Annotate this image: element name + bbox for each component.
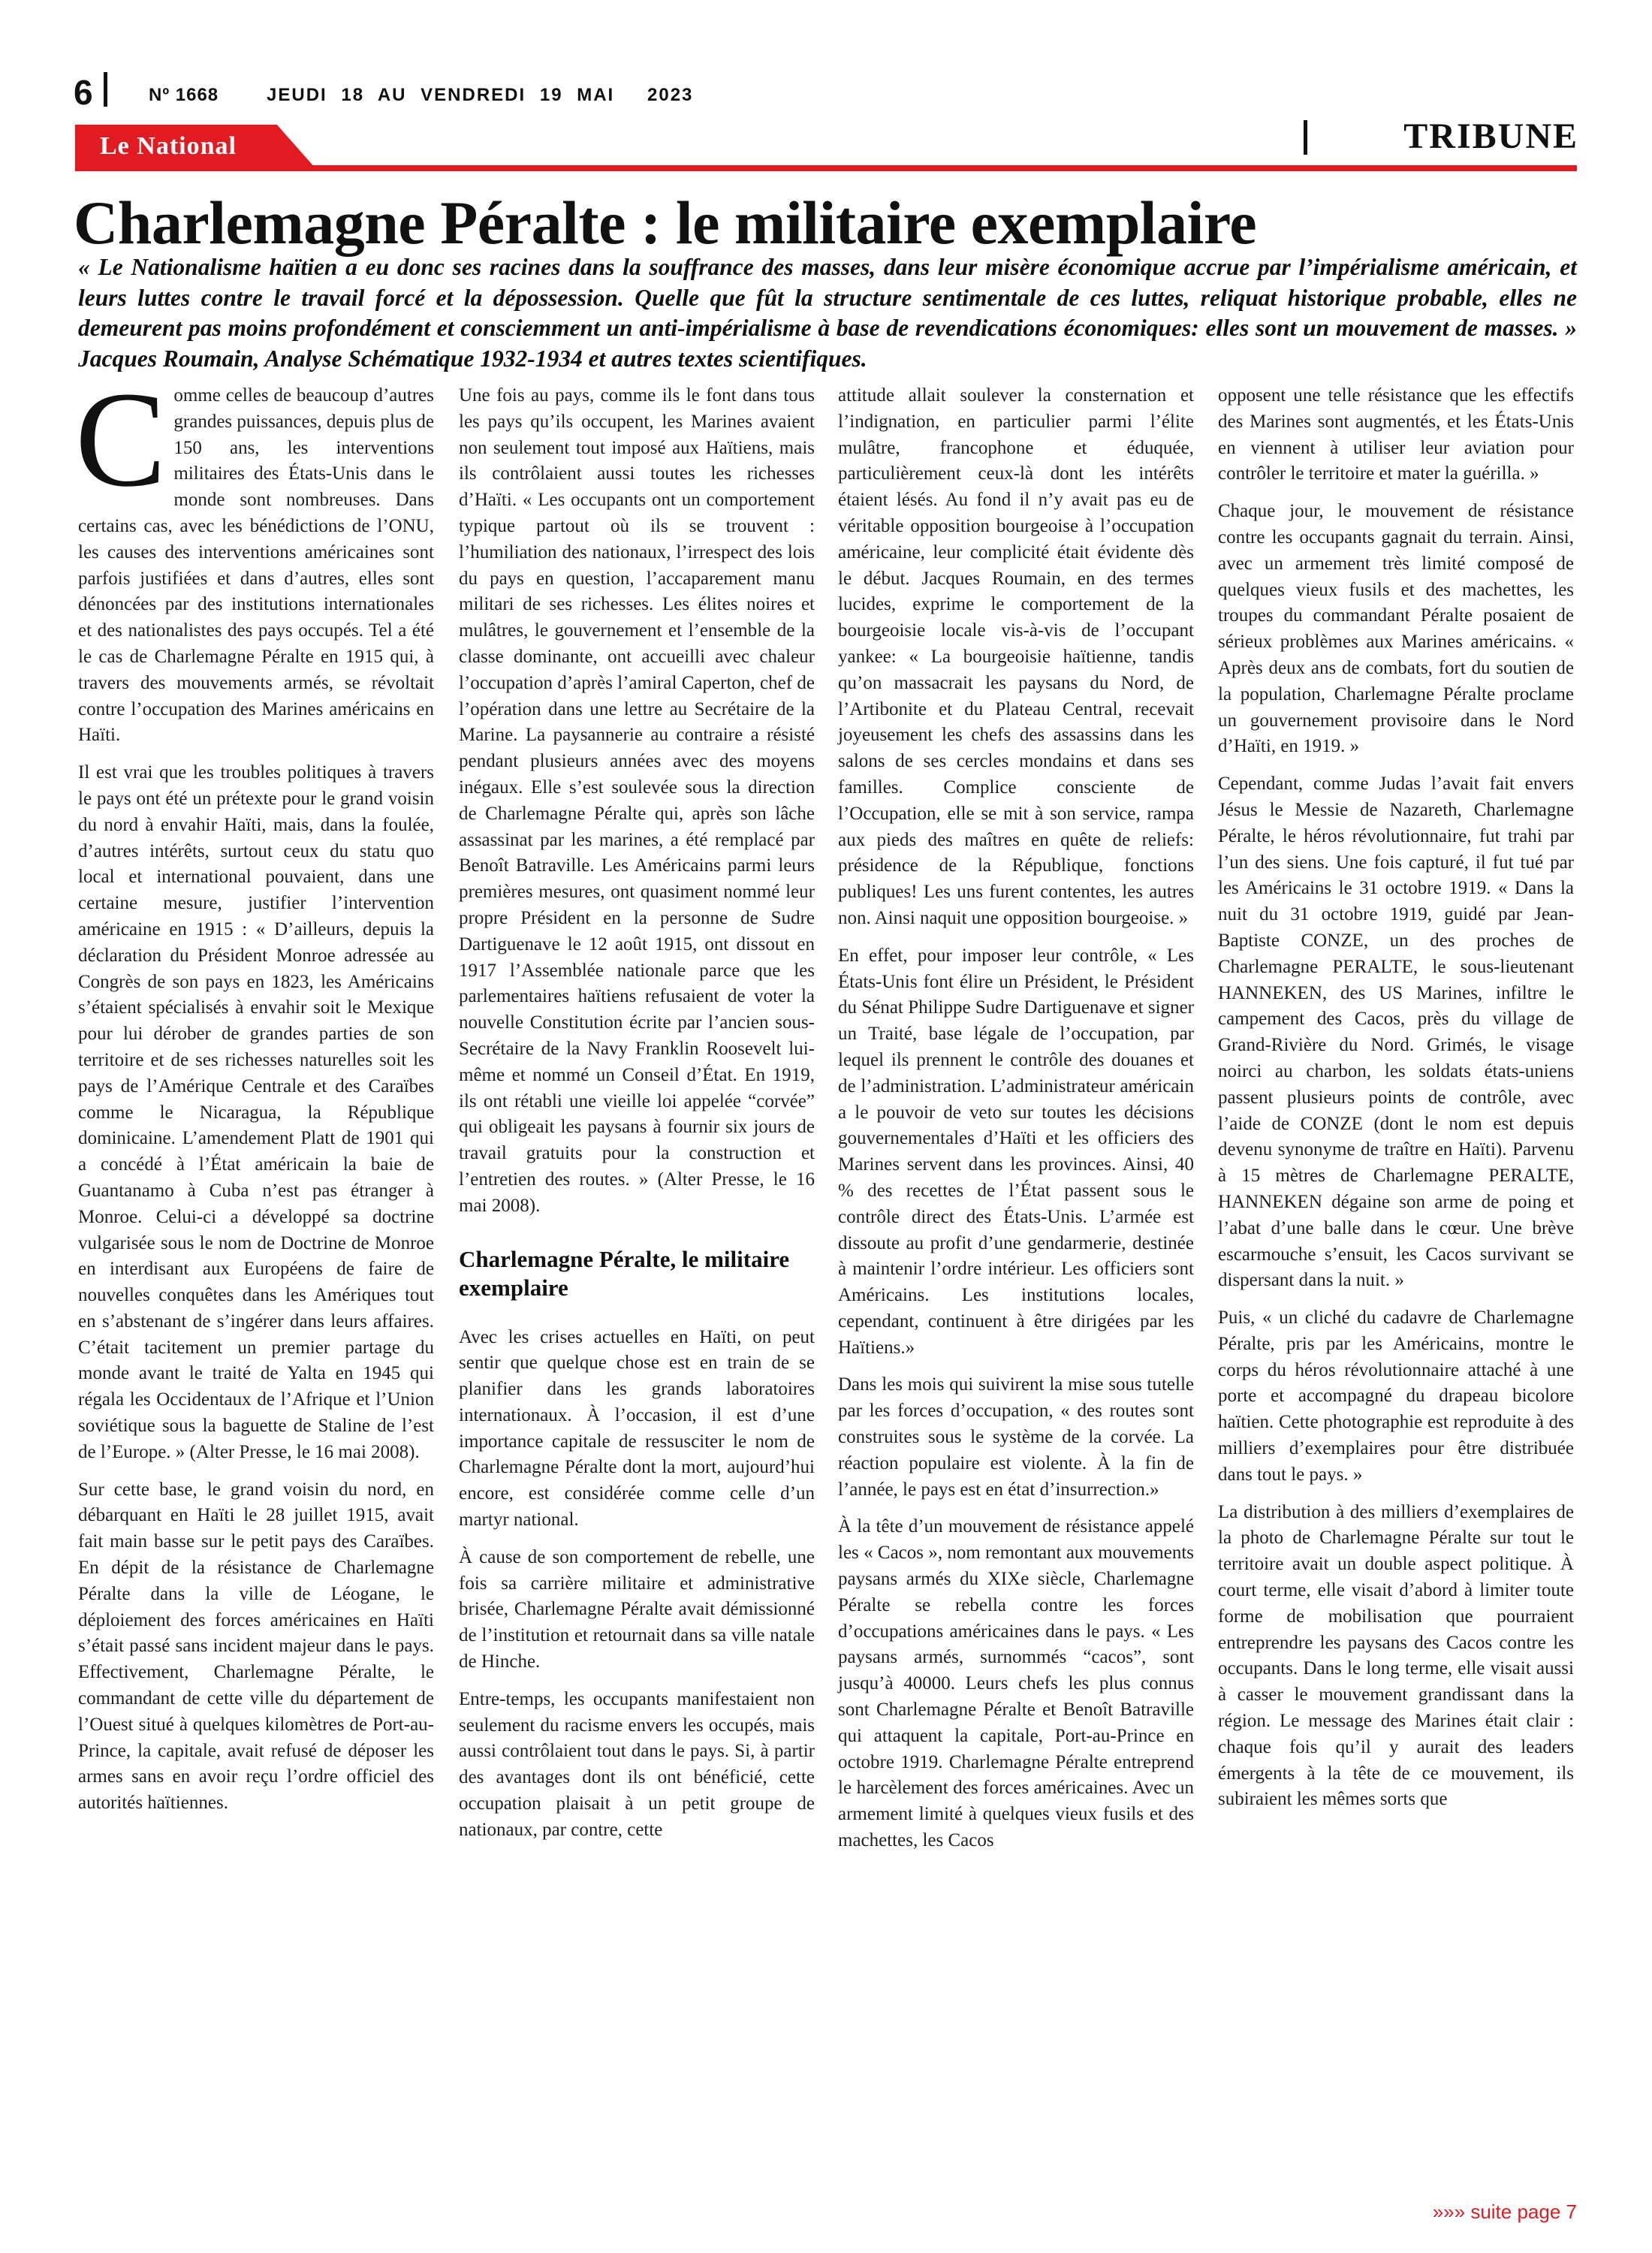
paragraph: En effet, pour imposer leur contrôle, « Les États-Unis font élire un Président, le Président du Sénat Philippe Sudre Dartiguenave et signer un Traité, base légale de l’occupation, par lequel ils prennent le contrôle des douanes et de l’administration. L’administrateur américain a le pouvoir de veto sur toutes les décisions gouvernementales d’Haïti et les officiers des Marines servent dans les provinces. Ainsi, 40 % des recettes de l’État passent sous le contrôle direct des États-Unis. L’armée est dissoute au profit d’une gendarmerie, destinée à maintenir l’ordre intérieur. Les officiers sont Américains. Les institutions locales, cependant, continuent à être dirigées par les Haïtiens.» — [838, 945, 1194, 1358]
paragraph: Sur cette base, le grand voisin du nord, en débarquant en Haïti le 28 juillet 1915, avait fait main basse sur le petit pays des Caraïbes. En dépit de la résistance de Charlemagne Péralte dans la ville de Léogane, le déploiement des forces américaines en Haïti s’était passé sans incident majeur dans le pays. Effectivement, Charlemagne Péralte, le commandant de cette ville du département de l’Ouest situé à quelques kilomètres de Port-au-Prince, la capitale, avait refusé de déposer les armes sans en avoir reçu l’ordre officiel des autorités haïtiennes. — [78, 1479, 434, 1814]
paragraph: Avec les crises actuelles en Haïti, on peut sentir que quelque chose est en train de se planifier dans les grands laboratoires internationaux. À l’occasion, il est d’une importance capitale de ressusciter le nom de Charlemagne Péralte dont la mort, aujourd’hui encore, est considérée comme celle d’un martyr national. — [459, 1326, 815, 1531]
article-column-4 — [1218, 383, 1574, 1824]
issue-year: 2023 — [647, 85, 694, 105]
section-divider — [1304, 120, 1307, 155]
issue-date: JEUDI 18 AU VENDREDI 19 MAI — [267, 85, 615, 105]
continued-link[interactable]: »»» suite page 7 — [1432, 2200, 1577, 2223]
paragraph: Cependant, comme Judas l’avait fait envers Jésus le Messie de Nazareth, Charlemagne Péralte, le héros révolutionnaire, fut trahi par l’un des siens. Une fois capturé, il fut tué par les Américains le 31 octobre 1919. « Dans la nuit du 31 octobre 1919, guidé par Jean-Baptiste CONZE, un des proches de Charlemagne PERALTE, le sous-lieutenant HANNEKEN, des US Marines, infiltre le campement des Cacos, près du village de Grand-Rivière du Nord. Grimés, le visage noirci au charbon, les soldats états-uniens passent plusieurs points de contrôle, avec l’aide de CONZE (dont le nom est depuis devenu synonyme de traître en Haïti). Parvenu à 15 mètres de Charlemagne PERALTE, HANNEKEN dégaine son arme de poing et l’abat d’une balle dans le cœur. Une brève escarmouche s’ensuit, les Cacos survivant se dispersant dans la nuit. » — [1218, 774, 1574, 1291]
section-name: TRIBUNE — [1403, 116, 1578, 156]
article-column-3 — [838, 383, 1194, 1865]
paragraph: Entre-temps, les occupants manifestaient non seulement du racisme envers les occupés, mais aussi contrôlaient tout dans le pays. Si, à partir des avantages dont ils ont bénéficié, cette occupation plaisait à un petit groupe de nationaux, par contre, cette — [459, 1688, 815, 1840]
paragraph: À la tête d’un mouvement de résistance appelé les « Cacos », nom remontant aux mouvements paysans armés du XIXe siècle, Charlemagne Péralte se rebella contre les forces d’occupations américaines dans le pays. « Les paysans armés, surnommés “cacos”, sont jusqu’à 40000. Leurs chefs les plus connus sont Charlemagne Péralte et Benoît Batraville qui attaquent la capitale, Port-au-Prince en octobre 1919. Charlemagne Péralte entreprend le harcèlement des forces américaines. Avec un armement limité à quelques vieux fusils et des machettes, les Cacos — [838, 1516, 1194, 1851]
article-headline: Charlemagne Péralte : le militaire exemplaire — [74, 189, 1257, 257]
header-divider — [104, 72, 107, 107]
paragraph: Comme celles de beaucoup d’autres grandes puissances, depuis plus de 150 ans, les interventions militaires des États-Unis dans le monde sont nombreuses. Dans certains cas, avec les bénédictions de l’ONU, les causes des interventions américaines sont parfois justifiées et dans d’autres, elles sont dénoncées par des institutions internationales et des nationalistes des pays occupés. Tel a été le cas de Charlemagne Péralte en 1915 qui, à travers des mouvements armés, se révoltait contre l’occupation des Marines américains en Haïti. — [75, 364, 434, 746]
drop-cap: C — [75, 364, 167, 515]
brand-logo-text: Le National — [100, 132, 237, 160]
article-epigraph: « Le Nationalisme haïtien a eu donc ses racines dans la souffrance des masses, dans leur misère économique accrue par l’impérialisme américain, et leurs luttes contre le travail forcé et la dépossession. Quelle que fût la structure sentimentale de ces luttes, reliquat historique probable, elles ne demeurent pas moins profondément et consciemment un anti-impérialisme à base de revendications économiques: elles sont un mouvement de masses. » Jacques Roumain, Analyse Schématique 1932-1934 et autres textes scientifiques. — [78, 254, 1577, 372]
paragraph: Chaque jour, le mouvement de résistance contre les occupants gagnait du terrain. Ainsi, avec un armement très limité composé de quelques vieux fusils et des machettes, les troupes du commandant Péralte posaient de sérieux problèmes aux Marines américains. « Après deux ans de combats, fort du soutien de la population, Charlemagne Péralte proclame un gouvernement provisoire dans le Nord d’Haïti, en 1919. » — [1218, 501, 1574, 757]
article-column-1 — [75, 364, 434, 1828]
header-rule — [75, 165, 1577, 171]
paragraph: À cause de son comportement de rebelle, une fois sa carrière militaire et administrative brisée, Charlemagne Péralte avait démissionné de l’institution et retournait dans sa ville natale de Hinche. — [459, 1546, 815, 1672]
paragraph: Puis, « un cliché du cadavre de Charlemagne Péralte, pris par les Américains, montre le corps du héros révolutionnaire attaché à une porte et accompagné du drapeau bicolore haïtien. Cette photographie est reproduite à des milliers d’exemplaires pour être distribuée dans tout le pays. » — [1218, 1307, 1574, 1485]
paragraph: La distribution à des milliers d’exemplaires de la photo de Charlemagne Péralte sur tout le territoire avait un double aspect politique. À court terme, elle visait d’abord à limiter toute forme de mobilisation que pourraient entreprendre les paysans des Cacos contre les occupants. Dans le long terme, elle visait aussi à casser le mouvement grandissant dans la région. Le message des Marines était clair : chaque fois qu’il y aurait des leaders émergents à la tête de ce mouvement, ils subiraient les mêmes sorts que — [1218, 1501, 1574, 1810]
section-subheading: Charlemagne Péralte, le militaire exemplaire — [459, 1245, 790, 1301]
paragraph: Une fois au pays, comme ils le font dans tous les pays qu’ils occupent, les Marines avaient non seulement tout imposé aux Haïtiens, mais ils contrôlaient aussi toutes les richesses d’Haïti. « Les occupants ont un comportement typique partout où ils se trouvent : l’humiliation des nationaux, l’irrespect des lois du pays en question, l’accaparement manu militari de ses richesses. Les élites noires et mulâtres, le gouvernement et l’ensemble de la classe dominante, ont accueilli avec chaleur l’occupation d’après l’amiral Caperton, chef de l’opération dans une lettre au Secrétaire de la Marine. La paysannerie au contraire a résisté pendant plusieurs années avec des moyens inégaux. Elle s’est soulevée sous la direction de Charlemagne Péralte qui, après son lâche assassinat par les marines, a été remplacé par Benoît Batraville. Les Américains parmi leurs premières mesures, ont quasiment nommé leur propre Président en la personne de Sudre Dartiguenave le 12 août 1915, ont dissout en 1917 l’Assemblée nationale parce que les parlementaires haïtiens refusaient de voter la nouvelle Constitution écrite par l’ancien sous- Secrétaire de la Navy Franklin Roosevelt lui-même et nommé un Conseil d’État. En 1919, ils ont rétabli une vieille loi appelée “corvée” qui obligeait les paysans à fournir six jours de travail gratuits pour la construction et l’entretien des routes. » (Alter Presse, le 16 mai 2008). — [459, 385, 815, 1216]
article-column-2 — [459, 383, 815, 1855]
paragraph: Dans les mois qui suivirent la mise sous tutelle par les forces d’occupation, « des routes sont construites sous le système de la corvée. La réaction populaire est violente. À la fin de l’année, le pays est en état d’insurrection.» — [838, 1374, 1194, 1500]
paragraph: attitude allait soulever la consternation et l’indignation, en particulier parmi l’élite mulâtre, francophone et éduquée, particulièrement ceux-là dont les intérêts étaient lésés. Au fond il n’y avait pas eu de véritable opposition bourgeoise à l’occupation américaine, leur complicité était évidente dès le début. Jacques Roumain, en des termes lucides, exprime le comportement de la bourgeoisie locale vis-à-vis de l’occupant yankee: « La bourgeoisie haïtienne, tandis qu’on massacrait les paysans du Nord, de l’Artibonite et du Plateau Central, recevait joyeusement les chefs des assassins dans les salons de ses cercles mondains et dans ses familles. Complice consciente de l’Occupation, elle se mit à son service, rampa aux pieds des maîtres en quête de reliefs: présidence de la République, fonctions publiques! Les uns furent contentes, les autres non. Ainsi naquit une opposition bourgeoise. » — [838, 385, 1194, 928]
page-number: 6 — [74, 73, 93, 112]
paragraph: Il est vrai que les troubles politiques à travers le pays ont été un prétexte pour le grand voisin du nord à envahir Haïti, mais, dans la foulée, d’autres intérêts, surtout ceux du statu quo local et international pouvaient, dans une certaine mesure, justifier l’intervention américaine en 1915 : « D’ailleurs, depuis la déclaration du Président Monroe adressée au Congrès de son pays en 1823, les Américains s’étaient spécialisés à envahir soit le Mexique pour lui dérober de grandes parties de son territoire et de ses richesses naturelles soit les pays de l’Amérique Centrale et des Caraïbes comme le Nicaragua, la République dominicaine. L’amendement Platt de 1901 qui a concédé à l’État américain la baie de Guantanamo à Cuba n’est pas étranger à Monroe. Celui-ci a développé sa doctrine vulgarisée sous le nom de Doctrine de Monroe en interdisant aux Européens de faire de nouvelles conquêtes dans les Amériques tout en s’abstenant de s’ingérer dans leurs affaires. C’était tacitement un premier partage du monde avant le traité de Yalta en 1945 qui régala les Occidentaux de l’Afrique et l’Union soviétique sous la baguette de Staline de l’est de l’Europe. » (Alter Presse, le 16 mai 2008). — [78, 762, 434, 1462]
issue-number: Nº 1668 — [149, 85, 219, 105]
paragraph: opposent une telle résistance que les effectifs des Marines sont augmentés, et les États-Unis en viennent à utiliser leur aviation pour contrôler le territoire et mater la guérilla. » — [1218, 385, 1574, 484]
